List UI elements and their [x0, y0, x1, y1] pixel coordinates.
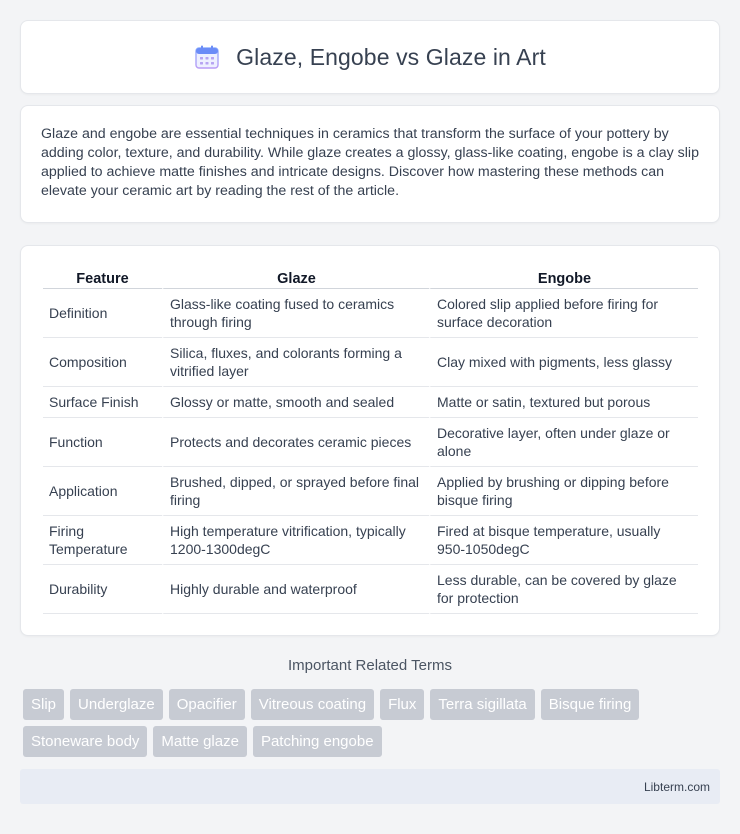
- tag-bisque-firing[interactable]: Bisque firing: [541, 689, 640, 720]
- table-row: [43, 387, 698, 418]
- table-row: [43, 565, 698, 614]
- glaze-cell: Silica, fluxes, and colorants forming a vitrified layer: [162, 338, 429, 387]
- calendar-icon: [194, 44, 220, 70]
- glaze-cell: Glossy or matte, smooth and sealed: [162, 387, 429, 418]
- feature-cell: Composition: [43, 338, 162, 387]
- header-engobe: Engobe: [429, 265, 698, 289]
- table-header-row: [43, 265, 698, 289]
- title-card: [20, 20, 720, 94]
- engobe-cell: Matte or satin, textured but porous: [429, 387, 698, 418]
- feature-cell: Function: [43, 418, 162, 467]
- table-row: [43, 418, 698, 467]
- engobe-cell: Colored slip applied before firing for surface decoration: [429, 289, 698, 338]
- feature-cell: Definition: [43, 289, 162, 338]
- tag-vitreous-coating[interactable]: Vitreous coating: [251, 689, 374, 720]
- glaze-cell: Highly durable and waterproof: [162, 565, 429, 614]
- intro-paragraph: Glaze and engobe are essential techniques in ceramics that transform the surface of your pottery by adding color, texture, and durability. While glaze creates a glossy, glass-like coating, engobe is a clay slip applied to achieve matte finishes and intricate designs. Discover how mastering these methods can elevate your ceramic art by reading the rest of the article.: [41, 126, 699, 199]
- tag-underglaze[interactable]: Underglaze: [70, 689, 163, 720]
- glaze-cell: Protects and decorates ceramic pieces: [162, 418, 429, 467]
- header-feature: Feature: [43, 265, 162, 289]
- comparison-table-card: [20, 245, 720, 636]
- comparison-table: [43, 265, 698, 614]
- table-row: [43, 516, 698, 565]
- table-row: [43, 467, 698, 516]
- page-title: Glaze, Engobe vs Glaze in Art: [236, 43, 546, 70]
- tag-patching-engobe[interactable]: Patching engobe: [253, 726, 382, 757]
- header-glaze: Glaze: [162, 265, 429, 289]
- tag-terra-sigillata[interactable]: Terra sigillata: [430, 689, 534, 720]
- tag-matte-glaze[interactable]: Matte glaze: [153, 726, 247, 757]
- related-terms-title: Important Related Terms: [288, 657, 452, 674]
- related-terms-list: [23, 689, 723, 757]
- engobe-cell: Decorative layer, often under glaze or alone: [429, 418, 698, 467]
- tag-stoneware-body[interactable]: Stoneware body: [23, 726, 147, 757]
- glaze-cell: High temperature vitrification, typically 1200-1300degC: [162, 516, 429, 565]
- intro-card: [20, 105, 720, 223]
- feature-cell: Application: [43, 467, 162, 516]
- table-row: [43, 338, 698, 387]
- footer: [20, 769, 720, 804]
- tag-flux[interactable]: Flux: [380, 689, 424, 720]
- engobe-cell: Less durable, can be covered by glaze for protection: [429, 565, 698, 614]
- engobe-cell: Fired at bisque temperature, usually 950-1050degC: [429, 516, 698, 565]
- feature-cell: Firing Temperature: [43, 516, 162, 565]
- feature-cell: Surface Finish: [43, 387, 162, 418]
- tag-slip[interactable]: Slip: [23, 689, 64, 720]
- glaze-cell: Glass-like coating fused to ceramics through firing: [162, 289, 429, 338]
- feature-cell: Durability: [43, 565, 162, 614]
- table-row: [43, 289, 698, 338]
- footer-site-link[interactable]: Libterm.com: [643, 779, 710, 794]
- engobe-cell: Applied by brushing or dipping before bisque firing: [429, 467, 698, 516]
- glaze-cell: Brushed, dipped, or sprayed before final firing: [162, 467, 429, 516]
- engobe-cell: Clay mixed with pigments, less glassy: [429, 338, 698, 387]
- tag-opacifier[interactable]: Opacifier: [169, 689, 245, 720]
